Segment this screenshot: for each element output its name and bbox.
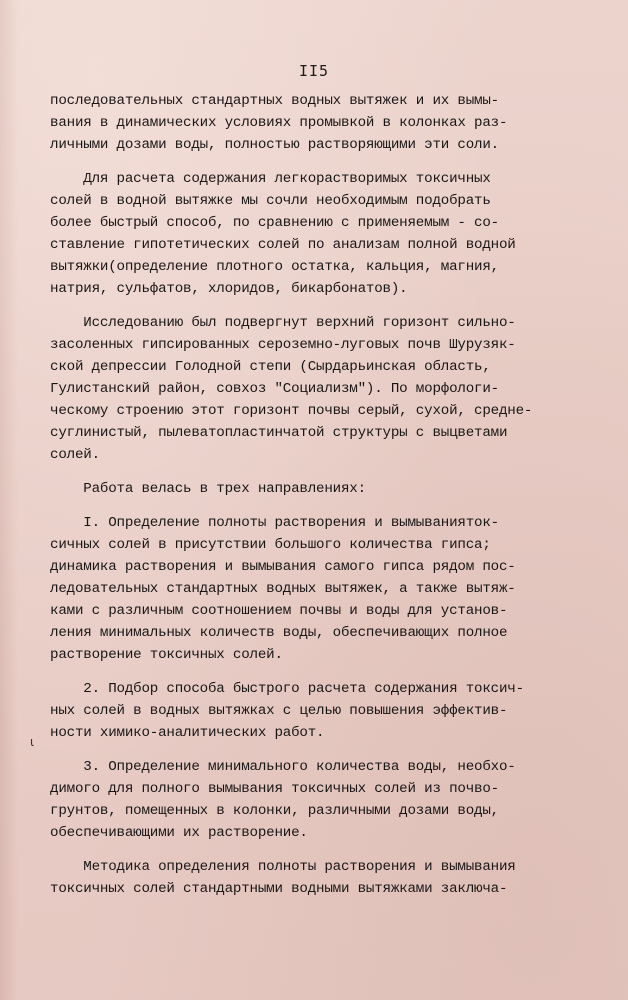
text-line: обеспечивающими их растворение. xyxy=(50,825,308,841)
text-line: сичных солей в присутствии большого количества гипса; xyxy=(50,537,491,553)
text-line: ных солей в водных вытяжках с целью повышения эффектив- xyxy=(50,703,508,719)
text-line: токсичных солей стандартными водными вытяжками заключа- xyxy=(50,881,508,897)
page-number: II5 xyxy=(298,62,330,80)
ink-speck: ι xyxy=(30,735,35,749)
text-line: более быстрый способ, по сравнению с применяемым - со- xyxy=(50,215,499,231)
body-text xyxy=(50,90,610,912)
text-line: динамика растворения и вымывания самого гипса рядом пос- xyxy=(50,559,516,575)
text-line: ставление гипотетических солей по анализам полной водной xyxy=(50,237,516,253)
text-line: растворение токсичных солей. xyxy=(50,647,283,663)
text-line: солей в водной вытяжке мы сочли необходимым подобрать xyxy=(50,193,491,209)
text-line: ками с различным соотношением почвы и воды для установ- xyxy=(50,603,508,619)
text-line: I. Определение полноты растворения и вымыванияток- xyxy=(50,515,499,531)
text-line: последовательных стандартных водных вытяжек и их вымы- xyxy=(50,93,499,109)
paragraph-6 xyxy=(50,678,610,744)
text-line: димого для полного вымывания токсичных солей из почво- xyxy=(50,781,499,797)
text-line: 2. Подбор способа быстрого расчета содержания токсич- xyxy=(50,681,524,697)
text-line: грунтов, помещенных в колонки, различными дозами воды, xyxy=(50,803,499,819)
text-line: ледовательных стандартных водных вытяжек, а также вытяж- xyxy=(50,581,516,597)
paragraph-3 xyxy=(50,312,610,466)
text-line: личными дозами воды, полностью растворяющими эти соли. xyxy=(50,137,499,153)
text-line: Работа велась в трех направлениях: xyxy=(50,481,366,497)
paragraph-5 xyxy=(50,512,610,666)
text-line: вания в динамических условиях промывкой в колонках раз- xyxy=(50,115,508,131)
text-line: Исследованию был подвергнут верхний горизонт сильно- xyxy=(50,315,516,331)
text-line: Для расчета содержания легкорастворимых токсичных xyxy=(50,171,491,187)
text-line: вытяжки(определение плотного остатка, кальция, магния, xyxy=(50,259,499,275)
paragraph-2 xyxy=(50,168,610,300)
paragraph-7 xyxy=(50,756,610,844)
text-line: 3. Определение минимального количества воды, необхо- xyxy=(50,759,516,775)
text-line: ческому строению этот горизонт почвы серый, сухой, средне- xyxy=(50,403,533,419)
text-line: ности химико-аналитических работ. xyxy=(50,725,325,741)
text-line: натрия, сульфатов, хлоридов, бикарбонатов). xyxy=(50,281,408,297)
text-line: суглинистый, пылеватопластинчатой структуры с выцветами xyxy=(50,425,508,441)
text-line: Методика определения полноты растворения и вымывания xyxy=(50,859,516,875)
text-line: солей. xyxy=(50,447,100,463)
text-line: засоленных гипсированных сероземно-луговых почв Шурузяк- xyxy=(50,337,516,353)
text-line: ления минимальных количеств воды, обеспечивающих полное xyxy=(50,625,508,641)
paragraph-4 xyxy=(50,478,610,500)
paragraph-1 xyxy=(50,90,610,156)
text-line: ской депрессии Голодной степи (Сырдарьинская область, xyxy=(50,359,491,375)
text-line: Гулистанский район, совхоз "Социализм"). По морфологи- xyxy=(50,381,499,397)
paragraph-8 xyxy=(50,856,610,900)
